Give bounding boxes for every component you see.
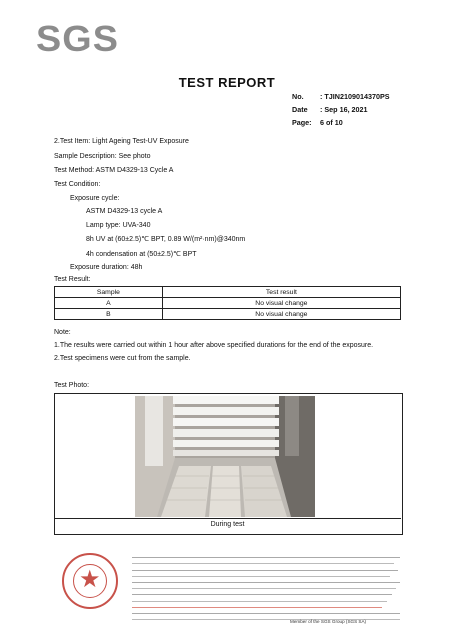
cell-sample: B [55, 309, 163, 320]
exposure-cycle-standard: ASTM D4329-13 cycle A [86, 208, 163, 215]
fine-print [132, 553, 402, 620]
page-title: TEST REPORT [178, 75, 276, 90]
sgs-logo: SGS [36, 18, 120, 59]
exposure-cycle-heading: Exposure cycle: [70, 195, 120, 202]
uv-chamber-photo [135, 396, 315, 517]
note-2: 2.Test specimens were cut from the sample. [54, 355, 191, 362]
header-sample: Sample [55, 287, 163, 298]
table-row [55, 309, 401, 320]
sample-description: Sample Description: See photo [54, 153, 151, 160]
report-date [292, 105, 368, 114]
test-condition-heading: Test Condition: [54, 181, 101, 188]
table-header-row [55, 287, 401, 298]
test-method: Test Method: ASTM D4329-13 Cycle A [54, 167, 174, 174]
report-number-label: No. [292, 92, 304, 101]
test-item: 2.Test Item: Light Ageing Test-UV Exposure [54, 138, 189, 145]
note-heading: Note: [54, 329, 71, 336]
note-1: 1.The results were carried out within 1 hour after above specified durations for the end of the exposure. [54, 342, 374, 349]
report-page-label: Page: [292, 118, 312, 127]
star-icon: ★ [79, 566, 101, 593]
header-test-result: Test result [162, 287, 400, 298]
report-number-value: : TJIN2109014370PS [320, 92, 390, 101]
report-number [292, 92, 390, 101]
report-page-value: 6 of 10 [320, 118, 343, 127]
table-row [55, 298, 401, 309]
cell-result: No visual change [162, 309, 400, 320]
result-table [54, 286, 401, 320]
condensation-condition: 4h condensation at (50±2.5)℃ BPT [86, 251, 197, 258]
report-page [292, 118, 343, 127]
report-date-value: : Sep 16, 2021 [320, 105, 368, 114]
lamp-type: Lamp type: UVA-340 [86, 222, 151, 229]
test-photo [135, 396, 315, 517]
photo-caption: During test [54, 518, 401, 533]
test-photo-heading: Test Photo: [54, 382, 90, 389]
member-footer: Member of the SGS Group (SGS SA) [290, 619, 367, 624]
exposure-duration: Exposure duration: 48h [70, 264, 143, 271]
cell-sample: A [55, 298, 163, 309]
cell-result: No visual change [162, 298, 400, 309]
test-result-heading: Test Result: [54, 276, 91, 283]
report-date-label: Date [292, 105, 308, 114]
uv-condition: 8h UV at (60±2.5)℃ BPT, 0.89 W/(m²·nm)@340nm [86, 236, 246, 243]
